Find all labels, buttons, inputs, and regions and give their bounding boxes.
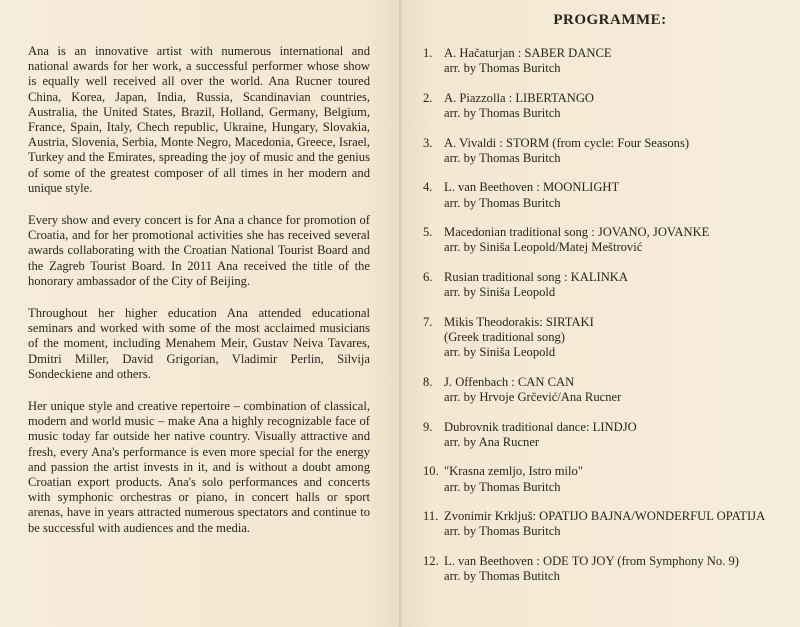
- item-arranger: arr. by Thomas Buritch: [444, 150, 561, 165]
- item-arranger: arr. by Thomas Buritch: [444, 479, 561, 494]
- bio-paragraph: Every show and every concert is for Ana a chance for promotion of Croatia, and for her promotional activities she has received several awards collaborating with the Croatian National Tourist Board and the Zagreb Tourist Board. In 2011 Ana received the title of the honorary ambassador of the City of Beijing.: [28, 213, 370, 288]
- item-arranger: arr. by Thomas Buritch: [444, 106, 561, 120]
- item-number: 9.: [423, 419, 433, 434]
- programme-item: [423, 554, 795, 584]
- programme-panel: [423, 12, 795, 599]
- item-title: Mikis Theodorakis: SIRTAKI: [444, 314, 594, 329]
- programme-item: [423, 509, 795, 539]
- programme-item: [423, 420, 795, 450]
- item-arranger: arr. by Thomas Buritch: [444, 195, 561, 210]
- item-arranger: arr. by Thomas Buritch: [444, 61, 561, 76]
- programme-title: PROGRAMME:: [553, 12, 667, 28]
- item-number: 2.: [423, 90, 433, 105]
- item-number: 7.: [423, 314, 433, 329]
- item-number: 5.: [423, 225, 433, 240]
- item-subtitle: (Greek traditional song): [444, 329, 565, 344]
- item-arranger: arr. by Thomas Buritch: [444, 524, 561, 539]
- item-title: L. van Beethoven : ODE TO JOY (from Symphony No. 9): [444, 553, 739, 568]
- programme-item: [423, 136, 795, 166]
- programme-item: [423, 464, 795, 494]
- bio-paragraph: Her unique style and creative repertoire – combination of classical, modern and world music – make Ana a highly recognizable face of music today far outside her native country. Visually attractive and fresh, every Ana's performance is even more special for the energy and passion the artist invests in it, and is without a doubt among Croatian export products. Ana's solo performances and concerts with symphonic orchestras or piano, in concert halls or sport arenas, have in years attracted numerous spectators and continue to be successful with audiences and the media.: [28, 399, 370, 535]
- biography-panel: [28, 44, 370, 553]
- programme-item: [423, 180, 795, 210]
- bio-paragraph: Throughout her higher education Ana attended educational seminars and worked with some of the most acclaimed musicians of the moment, including Menahem Meir, Gustav Neiva Tavares, Dmitri Miller, David Grigorian, Vladimir Perlin, Silvija Sondeckiene and others.: [28, 306, 370, 381]
- item-number: 6.: [423, 269, 433, 284]
- programme-item: [423, 270, 795, 300]
- item-number: 4.: [423, 180, 433, 195]
- item-title: J. Offenbach : CAN CAN: [444, 374, 575, 389]
- item-title: Macedonian traditional song : JOVANO, JOVANKE: [444, 225, 710, 240]
- item-number: 10.: [423, 464, 439, 479]
- programme-item: [423, 375, 795, 405]
- programme-item: [423, 46, 795, 76]
- item-arranger: arr. by Thomas Butitch: [444, 569, 560, 584]
- item-title: A. Vivaldi : STORM (from cycle: Four Seasons): [444, 135, 690, 150]
- item-title: Zvonimir Krkljuš: OPATIJO BAJNA/WONDERFUL OPATIJA: [444, 509, 766, 524]
- bio-paragraph: Ana is an innovative artist with numerous international and national awards for her work, a successful performer whose show is equally well received all over the world. Ana Rucner toured China, Korea, Japan, India, Russia, Scandinavian countries, Australia, the United States, Brazil, Holland, Germany, Belgium, France, Spain, Italy, Chech republic, Ukraine, Hungary, Slovakia, Austria, Slovenia, Serbia, Monte Negro, Macedonia, Greece, Israel, Turkey and the Emirates, spreading the joy of music and the genius of some of the greatest composer of all times in her modern and unique style.: [28, 44, 370, 195]
- item-arranger: arr. by Hrvoje Grčević/Ana Rucner: [444, 389, 622, 404]
- page-fold: [398, 0, 402, 627]
- item-number: 1.: [423, 46, 433, 60]
- item-arranger: arr. by Siniša Leopold/Matej Meštrović: [444, 240, 643, 255]
- programme-list: [423, 46, 795, 584]
- item-title: Dubrovnik traditional dance: LINDJO: [444, 419, 637, 434]
- item-title: "Krasna zemljo, Istro milo": [444, 464, 583, 479]
- item-title: Rusian traditional song : KALINKA: [444, 269, 628, 284]
- programme-item: [423, 225, 795, 255]
- item-title: A. Hačaturjan : SABER DANCE: [444, 46, 612, 60]
- item-arranger: arr. by Siniša Leopold: [444, 285, 556, 300]
- item-title: L. van Beethoven : MOONLIGHT: [444, 180, 620, 195]
- item-number: 8.: [423, 374, 433, 389]
- programme-item: [423, 315, 795, 361]
- item-arranger: arr. by Ana Rucner: [444, 434, 540, 449]
- item-title: A. Piazzolla : LIBERTANGO: [444, 90, 595, 105]
- item-arranger: arr. by Siniša Leopold: [444, 345, 556, 360]
- item-number: 12.: [423, 553, 439, 568]
- programme-item: [423, 91, 795, 121]
- item-number: 11.: [423, 509, 439, 524]
- item-number: 3.: [423, 135, 433, 150]
